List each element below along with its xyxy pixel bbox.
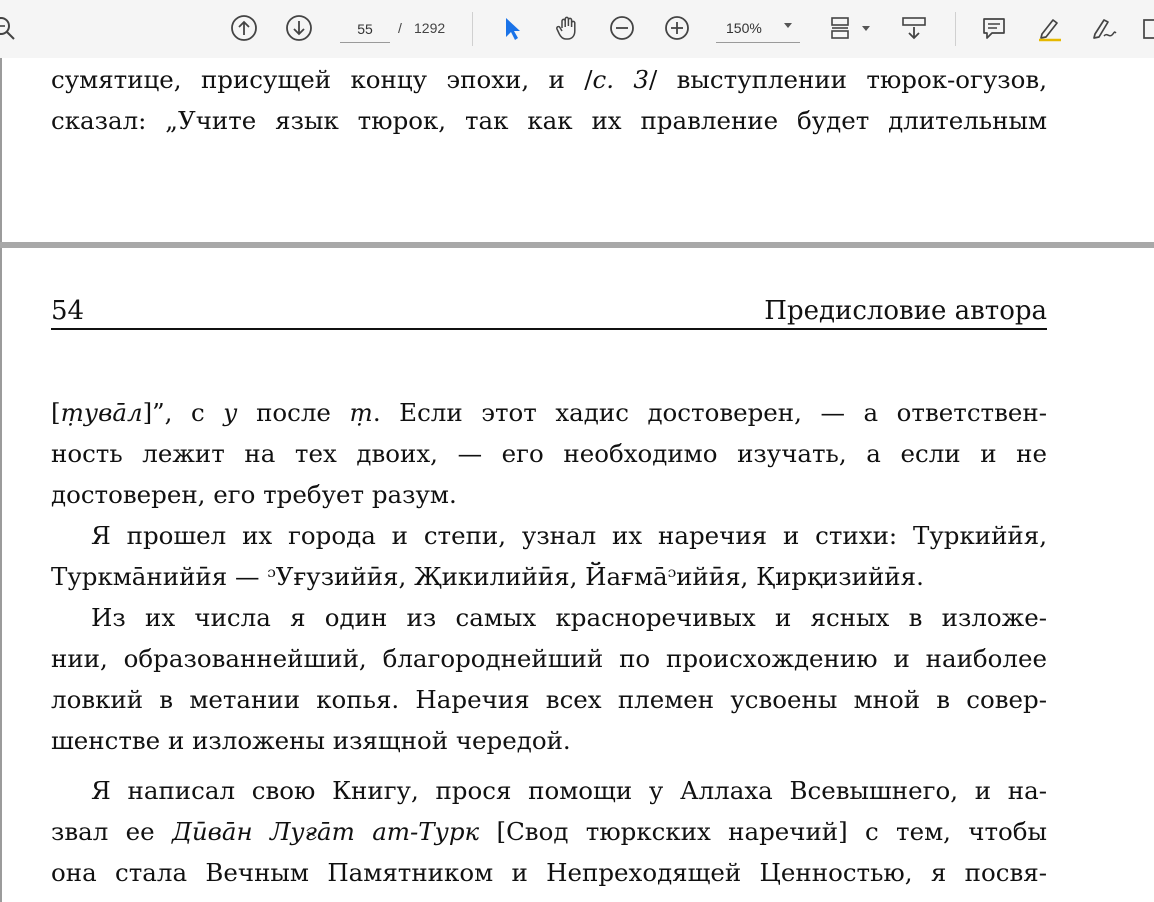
zoom-level-select[interactable] <box>716 16 800 43</box>
comment-icon[interactable] <box>980 14 1008 42</box>
more-tools-icon[interactable] <box>1142 14 1154 42</box>
page-number: 54 <box>51 296 85 326</box>
zoom-in-icon[interactable] <box>663 14 691 42</box>
pdf-toolbar <box>0 0 1154 59</box>
text-line: ловкий в метании копья. Наречия всех племен усвоены мной в совер- <box>51 685 1047 714</box>
page-separator: / <box>398 20 402 36</box>
zoom-level-value: 150% <box>726 20 762 36</box>
page-display-icon[interactable] <box>828 14 874 42</box>
running-head <box>51 296 1047 330</box>
page-number-input[interactable] <box>340 16 390 43</box>
highlight-pen-icon[interactable] <box>1035 14 1063 42</box>
previous-page-icon[interactable] <box>230 14 258 42</box>
chevron-down-icon <box>784 23 792 28</box>
toolbar-divider <box>955 12 956 46</box>
text-line: Я прошел их города и степи, узнал их наречия и стихи: Туркийӣя, <box>91 521 1047 550</box>
zoom-out-icon[interactable] <box>608 14 636 42</box>
text-line: она стала Вечным Памятником и Непреходящей Ценностью, я посвя- <box>51 858 1047 887</box>
scroll-mode-icon[interactable] <box>900 14 928 42</box>
text-line: [ṃувāл]”, с у после ṃ. Если этот хадис достоверен, — а ответствен- <box>51 398 1047 427</box>
text-line: Туркмāнийӣя — ᵓУғузийӣя, Җикилийӣя, Йағмāᵓийӣя, Қирқизийӣя. <box>51 562 924 591</box>
search-zoom-icon[interactable] <box>0 14 18 42</box>
text-line: звал ее Дӣвāн Луғāт ат-Турк [Свод тюркских наречий] с тем, чтобы <box>51 817 1048 846</box>
running-title: Предисловие автора <box>764 296 1047 326</box>
toolbar-divider <box>472 12 473 46</box>
text-line: ность лежит на тех двоих, — его необходимо изучать, а если и не <box>51 439 1047 468</box>
text-line: Я написал свою Книгу, прося помощи у Аллаха Всевышнего, и на- <box>91 776 1047 805</box>
page-total: 1292 <box>414 20 446 36</box>
select-cursor-icon[interactable] <box>498 14 526 42</box>
text-line: достоверен, его требует разум. <box>51 480 457 509</box>
text-line: шенстве и изложены изящной чередой. <box>51 726 571 755</box>
previous-page-line-1: сумятице, присущей концу эпохи, и /с. 3/ выступлении тюрок-огузов, <box>51 65 1048 94</box>
next-page-icon[interactable] <box>285 14 313 42</box>
hand-tool-icon[interactable] <box>553 14 581 42</box>
sign-icon[interactable] <box>1090 14 1118 42</box>
previous-page-line-2: сказал: „Учите язык тюрок, так как их правление будет длительным <box>51 106 1047 135</box>
text-line: нии, образованнейший, благороднейший по происхождению и наиболее <box>51 644 1047 673</box>
text-line: Из их числа я один из самых красноречивых и ясных в изложе- <box>91 603 1047 632</box>
